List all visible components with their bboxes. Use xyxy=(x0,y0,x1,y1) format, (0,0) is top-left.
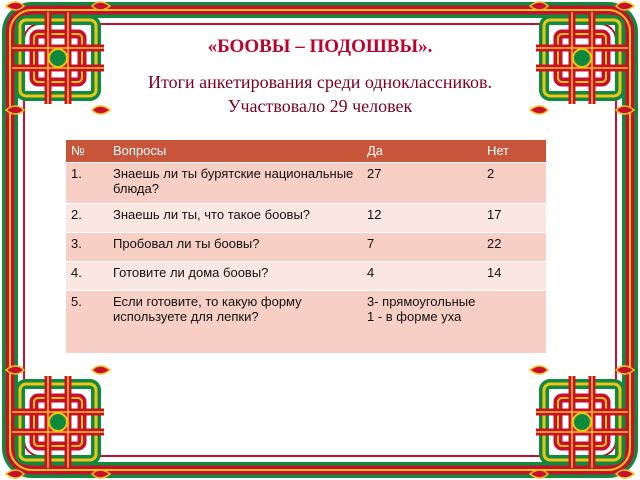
header-number: № xyxy=(71,143,85,158)
row-no: 22 xyxy=(487,235,502,251)
row-no: 14 xyxy=(487,264,502,280)
row-question: Знаешь ли ты, что такое боовы? xyxy=(113,206,311,222)
row-yes: 7 xyxy=(367,235,375,251)
row-yes: 12 xyxy=(367,206,382,222)
row-question: Знаешь ли ты бурятские национальные блюда? xyxy=(113,165,354,196)
row-no: 2 xyxy=(487,165,495,181)
row-yes: 4 xyxy=(367,264,375,280)
header-no: Нет xyxy=(487,143,510,158)
table-row xyxy=(66,290,546,353)
table-row xyxy=(66,203,546,232)
table-row xyxy=(66,162,546,203)
subtitle-line-1: Итоги анкетирования среди одноклассников. xyxy=(148,72,492,92)
row-no xyxy=(482,290,546,353)
table-row xyxy=(66,232,546,261)
table-header-row xyxy=(66,140,546,162)
row-number: 2. xyxy=(71,206,82,222)
row-no: 17 xyxy=(487,206,502,222)
survey-table xyxy=(66,140,546,354)
row-question: Если готовите, то какую форму используете для лепки? xyxy=(113,293,302,324)
row-number: 1. xyxy=(71,165,82,181)
slide-subtitle xyxy=(100,70,540,118)
row-yes: 3- прямоугольные 1 - в форме уха xyxy=(367,293,476,324)
header-yes: Да xyxy=(367,143,384,158)
row-number: 5. xyxy=(71,293,82,309)
header-questions: Вопросы xyxy=(113,143,167,158)
row-yes: 27 xyxy=(367,165,382,181)
row-number: 3. xyxy=(71,235,82,251)
slide-title: «БООВЫ – ПОДОШВЫ». xyxy=(207,36,433,57)
subtitle-line-2: Участвовало 29 человек xyxy=(227,96,413,116)
row-question: Готовите ли дома боовы? xyxy=(113,264,269,280)
row-number: 4. xyxy=(71,264,82,280)
row-question: Пробовал ли ты боовы? xyxy=(113,235,260,251)
table-row xyxy=(66,261,546,290)
